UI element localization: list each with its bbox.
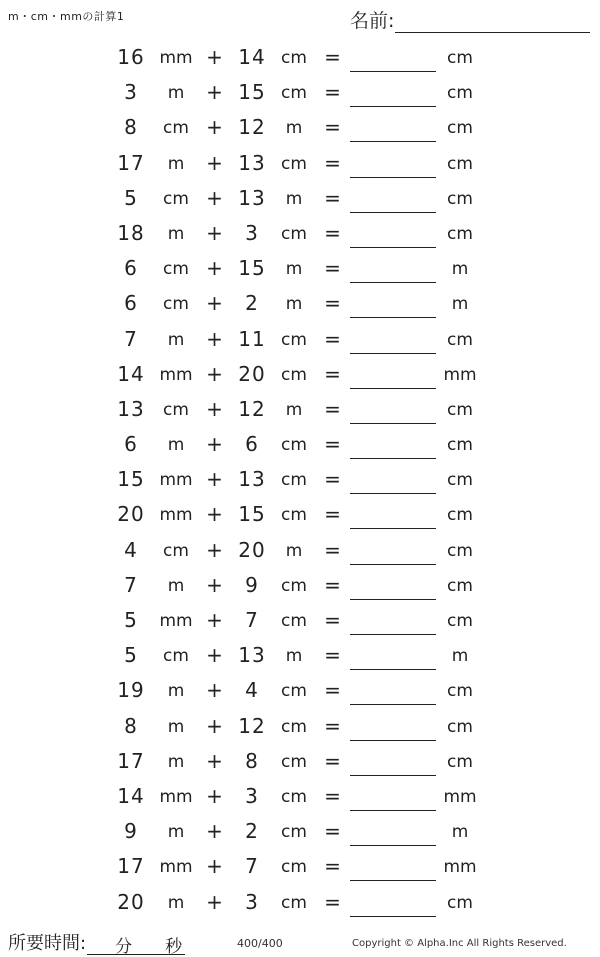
problem-row (0, 39, 600, 74)
unit-2: m (285, 399, 303, 420)
equals-sign: = (324, 150, 342, 175)
unit-2: cm (281, 857, 307, 878)
number-1: 17 (117, 748, 145, 773)
unit-1: cm (163, 259, 189, 280)
score-text: 400/400 (237, 937, 283, 950)
problem-row (0, 356, 600, 391)
equals-sign: = (324, 45, 342, 69)
unit-1: mm (159, 505, 193, 526)
problem-list (0, 39, 600, 919)
number-1: 17 (117, 854, 145, 879)
unit-1: m (167, 83, 185, 104)
answer-unit: cm (447, 83, 473, 104)
plus-sign: + (206, 150, 224, 175)
number-1: 6 (124, 432, 138, 457)
unit-1: cm (163, 294, 189, 315)
answer-blank[interactable] (350, 634, 436, 635)
answer-blank[interactable] (350, 106, 436, 107)
equals-sign: = (324, 115, 342, 140)
number-2: 15 (238, 80, 266, 105)
unit-2: cm (281, 435, 307, 456)
number-1: 19 (117, 678, 145, 703)
equals-sign: = (324, 361, 342, 386)
unit-1: m (167, 435, 185, 456)
number-2: 2 (245, 819, 259, 844)
answer-blank[interactable] (350, 880, 436, 881)
number-1: 7 (124, 326, 138, 351)
answer-unit: cm (447, 540, 473, 561)
problem-row (0, 602, 600, 637)
answer-unit: cm (447, 716, 473, 737)
problem-row (0, 567, 600, 602)
time-taken-blank[interactable] (87, 932, 185, 955)
answer-unit: cm (447, 575, 473, 596)
answer-blank[interactable] (350, 282, 436, 283)
equals-sign: = (324, 467, 342, 492)
problem-row (0, 145, 600, 180)
plus-sign: + (206, 220, 224, 245)
answer-blank[interactable] (350, 423, 436, 424)
answer-blank[interactable] (350, 740, 436, 741)
number-2: 12 (238, 396, 266, 421)
number-1: 17 (117, 150, 145, 175)
unit-1: m (167, 153, 185, 174)
number-2: 13 (238, 185, 266, 210)
plus-sign: + (206, 572, 224, 597)
equals-sign: = (324, 783, 342, 808)
unit-2: m (285, 294, 303, 315)
number-2: 3 (245, 889, 259, 914)
plus-sign: + (206, 643, 224, 668)
plus-sign: + (206, 45, 224, 69)
answer-blank[interactable] (350, 916, 436, 917)
unit-2: cm (281, 83, 307, 104)
answer-unit: cm (447, 611, 473, 631)
problem-row (0, 496, 600, 531)
problem-row (0, 426, 600, 461)
number-1: 15 (117, 467, 145, 492)
equals-sign: = (324, 572, 342, 597)
answer-unit: cm (447, 751, 473, 772)
answer-blank[interactable] (350, 493, 436, 494)
unit-2: cm (281, 575, 307, 596)
plus-sign: + (206, 291, 224, 316)
unit-1: m (167, 223, 185, 244)
number-2: 13 (238, 467, 266, 492)
problem-row (0, 708, 600, 743)
unit-2: cm (281, 751, 307, 772)
plus-sign: + (206, 361, 224, 386)
equals-sign: = (324, 748, 342, 773)
answer-blank[interactable] (350, 564, 436, 565)
equals-sign: = (324, 432, 342, 457)
answer-unit: cm (447, 329, 473, 350)
answer-unit: mm (443, 786, 477, 807)
problem-row (0, 743, 600, 778)
plus-sign: + (206, 396, 224, 421)
plus-sign: + (206, 713, 224, 738)
answer-unit: cm (447, 188, 473, 209)
name-label: 名前: (350, 10, 395, 32)
answer-unit: cm (447, 223, 473, 244)
plus-sign: + (206, 854, 224, 879)
number-2: 2 (245, 291, 259, 316)
answer-unit: cm (447, 118, 473, 139)
problem-row (0, 884, 600, 919)
answer-blank[interactable] (350, 353, 436, 354)
plus-sign: + (206, 748, 224, 773)
answer-unit: m (451, 259, 469, 280)
number-2: 15 (238, 502, 266, 527)
unit-1: mm (159, 364, 193, 385)
unit-1: cm (163, 646, 189, 667)
unit-2: cm (281, 716, 307, 737)
unit-2: m (285, 646, 303, 667)
number-1: 5 (124, 608, 138, 632)
copyright-text: Copyright © Alpha.Inc All Rights Reserved. (352, 938, 567, 949)
problem-row (0, 321, 600, 356)
plus-sign: + (206, 467, 224, 492)
number-2: 11 (238, 326, 266, 351)
number-1: 8 (124, 713, 138, 738)
equals-sign: = (324, 256, 342, 281)
name-blank-line[interactable] (395, 12, 590, 33)
unit-2: cm (281, 611, 307, 631)
number-1: 20 (117, 502, 145, 527)
plus-sign: + (206, 432, 224, 457)
unit-2: cm (281, 681, 307, 702)
answer-blank[interactable] (350, 704, 436, 705)
number-2: 20 (238, 537, 266, 562)
number-1: 18 (117, 220, 145, 245)
number-1: 7 (124, 572, 138, 597)
unit-2: cm (281, 329, 307, 350)
answer-unit: mm (443, 364, 477, 385)
problem-row (0, 848, 600, 883)
problem-row (0, 109, 600, 144)
unit-1: m (167, 751, 185, 772)
answer-unit: cm (447, 153, 473, 174)
name-field (350, 6, 590, 33)
equals-sign: = (324, 889, 342, 914)
answer-blank[interactable] (350, 71, 436, 72)
unit-1: m (167, 892, 185, 913)
answer-unit: cm (447, 48, 473, 68)
plus-sign: + (206, 537, 224, 562)
unit-2: cm (281, 786, 307, 807)
seconds-label: 秒 (165, 937, 183, 957)
equals-sign: = (324, 502, 342, 527)
plus-sign: + (206, 80, 224, 105)
plus-sign: + (206, 783, 224, 808)
equals-sign: = (324, 608, 342, 632)
answer-unit: cm (447, 505, 473, 526)
unit-1: m (167, 716, 185, 737)
problem-row (0, 215, 600, 250)
number-1: 5 (124, 185, 138, 210)
plus-sign: + (206, 678, 224, 703)
equals-sign: = (324, 291, 342, 316)
number-2: 8 (245, 748, 259, 773)
answer-unit: mm (443, 857, 477, 878)
unit-1: cm (163, 118, 189, 139)
worksheet-title: m・cm・mmの計算1 (8, 10, 125, 23)
time-taken-field (8, 929, 185, 955)
problem-row (0, 532, 600, 567)
equals-sign: = (324, 854, 342, 879)
equals-sign: = (324, 185, 342, 210)
number-1: 4 (124, 537, 138, 562)
number-1: 5 (124, 643, 138, 668)
unit-1: m (167, 575, 185, 596)
unit-1: mm (159, 611, 193, 631)
problem-row (0, 672, 600, 707)
unit-2: m (285, 259, 303, 280)
number-2: 6 (245, 432, 259, 457)
number-1: 14 (117, 783, 145, 808)
number-1: 8 (124, 115, 138, 140)
unit-2: cm (281, 48, 307, 68)
plus-sign: + (206, 819, 224, 844)
problem-row (0, 637, 600, 672)
answer-unit: cm (447, 681, 473, 702)
number-1: 6 (124, 291, 138, 316)
unit-2: cm (281, 470, 307, 491)
problem-row (0, 180, 600, 215)
answer-unit: m (451, 822, 469, 843)
answer-blank[interactable] (350, 775, 436, 776)
number-2: 20 (238, 361, 266, 386)
number-1: 20 (117, 889, 145, 914)
problem-row (0, 461, 600, 496)
answer-blank[interactable] (350, 212, 436, 213)
problem-row (0, 250, 600, 285)
equals-sign: = (324, 537, 342, 562)
unit-1: m (167, 681, 185, 702)
number-1: 16 (117, 45, 145, 69)
plus-sign: + (206, 115, 224, 140)
unit-2: cm (281, 153, 307, 174)
unit-1: mm (159, 48, 193, 68)
answer-unit: m (451, 294, 469, 315)
unit-2: cm (281, 822, 307, 843)
answer-blank[interactable] (350, 458, 436, 459)
unit-2: m (285, 540, 303, 561)
answer-blank[interactable] (350, 599, 436, 600)
problem-row (0, 391, 600, 426)
problem-row (0, 74, 600, 109)
unit-2: m (285, 118, 303, 139)
plus-sign: + (206, 256, 224, 281)
equals-sign: = (324, 220, 342, 245)
answer-blank[interactable] (350, 845, 436, 846)
equals-sign: = (324, 396, 342, 421)
minutes-label: 分 (115, 937, 133, 957)
number-2: 13 (238, 643, 266, 668)
answer-blank[interactable] (350, 528, 436, 529)
unit-1: mm (159, 470, 193, 491)
number-2: 12 (238, 713, 266, 738)
number-2: 7 (245, 608, 259, 632)
answer-unit: cm (447, 399, 473, 420)
unit-1: m (167, 822, 185, 843)
number-1: 9 (124, 819, 138, 844)
number-1: 6 (124, 256, 138, 281)
plus-sign: + (206, 889, 224, 914)
answer-unit: m (451, 646, 469, 667)
plus-sign: + (206, 608, 224, 632)
answer-blank[interactable] (350, 177, 436, 178)
equals-sign: = (324, 678, 342, 703)
unit-2: cm (281, 505, 307, 526)
time-taken-label: 所要時間: (8, 933, 87, 954)
number-1: 14 (117, 361, 145, 386)
unit-1: mm (159, 857, 193, 878)
unit-1: cm (163, 399, 189, 420)
problem-row (0, 813, 600, 848)
unit-2: cm (281, 364, 307, 385)
equals-sign: = (324, 643, 342, 668)
number-2: 14 (238, 45, 266, 69)
equals-sign: = (324, 713, 342, 738)
answer-unit: cm (447, 892, 473, 913)
unit-1: m (167, 329, 185, 350)
number-2: 3 (245, 783, 259, 808)
answer-blank[interactable] (350, 317, 436, 318)
number-2: 9 (245, 572, 259, 597)
answer-blank[interactable] (350, 669, 436, 670)
equals-sign: = (324, 326, 342, 351)
number-2: 13 (238, 150, 266, 175)
number-1: 13 (117, 396, 145, 421)
plus-sign: + (206, 185, 224, 210)
number-2: 15 (238, 256, 266, 281)
unit-2: cm (281, 223, 307, 244)
unit-1: cm (163, 188, 189, 209)
plus-sign: + (206, 502, 224, 527)
number-2: 12 (238, 115, 266, 140)
unit-1: mm (159, 786, 193, 807)
answer-unit: cm (447, 470, 473, 491)
answer-blank[interactable] (350, 810, 436, 811)
unit-2: m (285, 188, 303, 209)
answer-blank[interactable] (350, 388, 436, 389)
problem-row (0, 285, 600, 320)
number-2: 3 (245, 220, 259, 245)
unit-1: cm (163, 540, 189, 561)
answer-unit: cm (447, 435, 473, 456)
number-1: 3 (124, 80, 138, 105)
problem-row (0, 778, 600, 813)
plus-sign: + (206, 326, 224, 351)
unit-2: cm (281, 892, 307, 913)
number-2: 7 (245, 854, 259, 879)
equals-sign: = (324, 819, 342, 844)
number-2: 4 (245, 678, 259, 703)
equals-sign: = (324, 80, 342, 105)
answer-blank[interactable] (350, 247, 436, 248)
answer-blank[interactable] (350, 141, 436, 142)
